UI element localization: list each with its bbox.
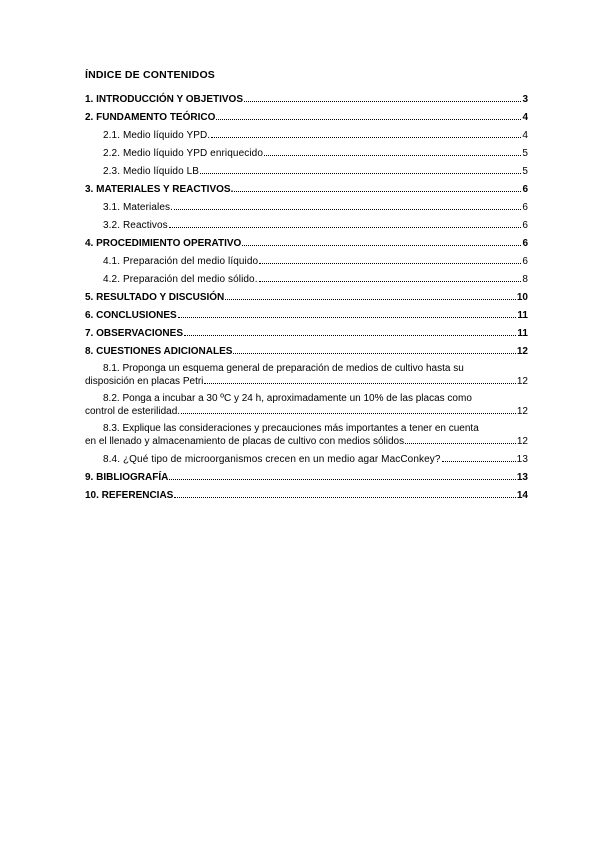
dot-leader [169, 471, 516, 480]
dot-leader [234, 183, 521, 192]
toc-entry-page: 6 [522, 220, 528, 231]
toc-entry-page: 14 [516, 490, 528, 501]
toc-entry-page: 6 [522, 238, 528, 249]
dot-leader [233, 345, 515, 354]
toc-entry-title: 3.1. Materiales. [103, 202, 173, 213]
toc-entry-page: 11 [517, 328, 528, 339]
toc-entry-title: 6. CONCLUSIONES [85, 310, 177, 321]
toc-entry-page: 5 [522, 166, 528, 177]
toc-entry-10[interactable] [85, 489, 528, 502]
dot-leader [174, 489, 516, 498]
toc-entry-title: 2. FUNDAMENTO TEÓRICO [85, 112, 216, 123]
toc-entry-page: 13 [516, 454, 528, 465]
toc-entry-2-1[interactable] [85, 129, 528, 142]
dot-leader [259, 273, 522, 282]
toc-entry-5[interactable] [85, 291, 528, 304]
toc-entry-7[interactable] [85, 327, 528, 340]
toc-entry-1[interactable] [85, 93, 528, 106]
toc-entry-title-line1: 8.1. Proponga un esquema general de preparación de medios de cultivo hasta su [103, 363, 464, 374]
toc-entry-3-2[interactable] [85, 219, 528, 232]
toc-entry-8-4[interactable] [85, 453, 528, 466]
toc-entry-title: 5. RESULTADO Y DISCUSIÓN [85, 292, 225, 303]
toc-entry-title: 4.1. Preparación del medio líquido [103, 256, 259, 267]
toc-entry-8-1[interactable] [85, 363, 528, 388]
toc-entry-title: 2.3. Medio líquido LB [103, 166, 200, 177]
toc-entry-page: 5 [522, 148, 528, 159]
dot-leader [181, 405, 516, 414]
toc-entry-page: 10 [516, 292, 528, 303]
toc-entry-8-3[interactable] [85, 423, 528, 448]
toc-entry-page: 12 [516, 346, 528, 357]
toc-entry-title-line2: control de esterilidad. [85, 406, 181, 417]
toc-entry-page: 3 [522, 94, 528, 105]
toc-entry-page: 4 [522, 112, 528, 123]
toc-entry-2[interactable] [85, 111, 528, 124]
dot-leader [405, 435, 516, 444]
toc-entry-8-2[interactable] [85, 393, 528, 418]
toc-entry-page: 6 [522, 256, 528, 267]
dot-leader [244, 93, 521, 102]
toc-entry-3[interactable] [85, 183, 528, 196]
toc-entry-title: 2.1. Medio líquido YPD. [103, 130, 211, 141]
toc-entry-title: 8. CUESTIONES ADICIONALES [85, 346, 233, 357]
dot-leader [216, 111, 521, 120]
toc-entry-title: 4.2. Preparación del medio sólido. [103, 274, 258, 285]
dot-leader [184, 327, 516, 336]
dot-leader [225, 291, 516, 300]
toc-entry-2-3[interactable] [85, 165, 528, 178]
dot-leader [200, 165, 521, 174]
toc-entry-title: 1. INTRODUCCIÓN Y OBJETIVOS [85, 94, 243, 105]
toc-entry-page: 12 [516, 406, 528, 417]
toc-entry-title-line2: en el llenado y almacenamiento de placas de cultivo con medios sólidos [85, 436, 405, 447]
toc-entry-6[interactable] [85, 309, 528, 322]
toc-entry-title: 3.2. Reactivos [103, 220, 168, 231]
toc-entry-title: 2.2. Medio líquido YPD enriquecido [103, 148, 263, 159]
table-of-contents [85, 93, 528, 507]
toc-entry-4-1[interactable] [85, 255, 528, 268]
toc-entry-title: 4. PROCEDIMIENTO OPERATIVO [85, 238, 242, 249]
toc-entry-8[interactable] [85, 345, 528, 358]
toc-entry-title: 8.4. ¿Qué tipo de microorganismos crecen en un medio agar MacConkey? [103, 454, 441, 465]
toc-entry-page: 6 [522, 184, 528, 195]
dot-leader [204, 375, 515, 384]
dot-leader [264, 147, 521, 156]
dot-leader [259, 255, 521, 264]
toc-entry-page: 13 [516, 472, 528, 483]
toc-entry-page: 11 [517, 310, 528, 321]
toc-entry-4[interactable] [85, 237, 528, 250]
toc-entry-3-1[interactable] [85, 201, 528, 214]
dot-leader [211, 129, 521, 138]
toc-entry-title-line2: disposición en placas Petri [85, 376, 204, 387]
dot-leader [242, 237, 521, 246]
toc-entry-page: 12 [516, 436, 528, 447]
toc-entry-title: 3. MATERIALES Y REACTIVOS. [85, 184, 234, 195]
dot-leader [442, 453, 516, 462]
toc-entry-title: 9. BIBLIOGRAFÍA [85, 472, 169, 483]
toc-entry-page: 4 [522, 130, 528, 141]
dot-leader [174, 201, 521, 210]
dot-leader [178, 309, 517, 318]
toc-entry-9[interactable] [85, 471, 528, 484]
toc-entry-4-2[interactable] [85, 273, 528, 286]
dot-leader [169, 219, 522, 228]
toc-entry-2-2[interactable] [85, 147, 528, 160]
toc-entry-title: 7. OBSERVACIONES [85, 328, 183, 339]
toc-entry-title-line1: 8.2. Ponga a incubar a 30 ºC y 24 h, aproximadamente un 10% de las placas como [103, 393, 472, 404]
toc-entry-title-line1: 8.3. Explique las consideraciones y precauciones más importantes a tener en cuenta [103, 423, 479, 434]
toc-heading: ÍNDICE DE CONTENIDOS [85, 69, 216, 81]
toc-entry-page: 6 [522, 202, 528, 213]
toc-entry-page: 8 [522, 274, 528, 285]
toc-entry-title: 10. REFERENCIAS [85, 490, 174, 501]
toc-entry-page: 12 [516, 376, 528, 387]
